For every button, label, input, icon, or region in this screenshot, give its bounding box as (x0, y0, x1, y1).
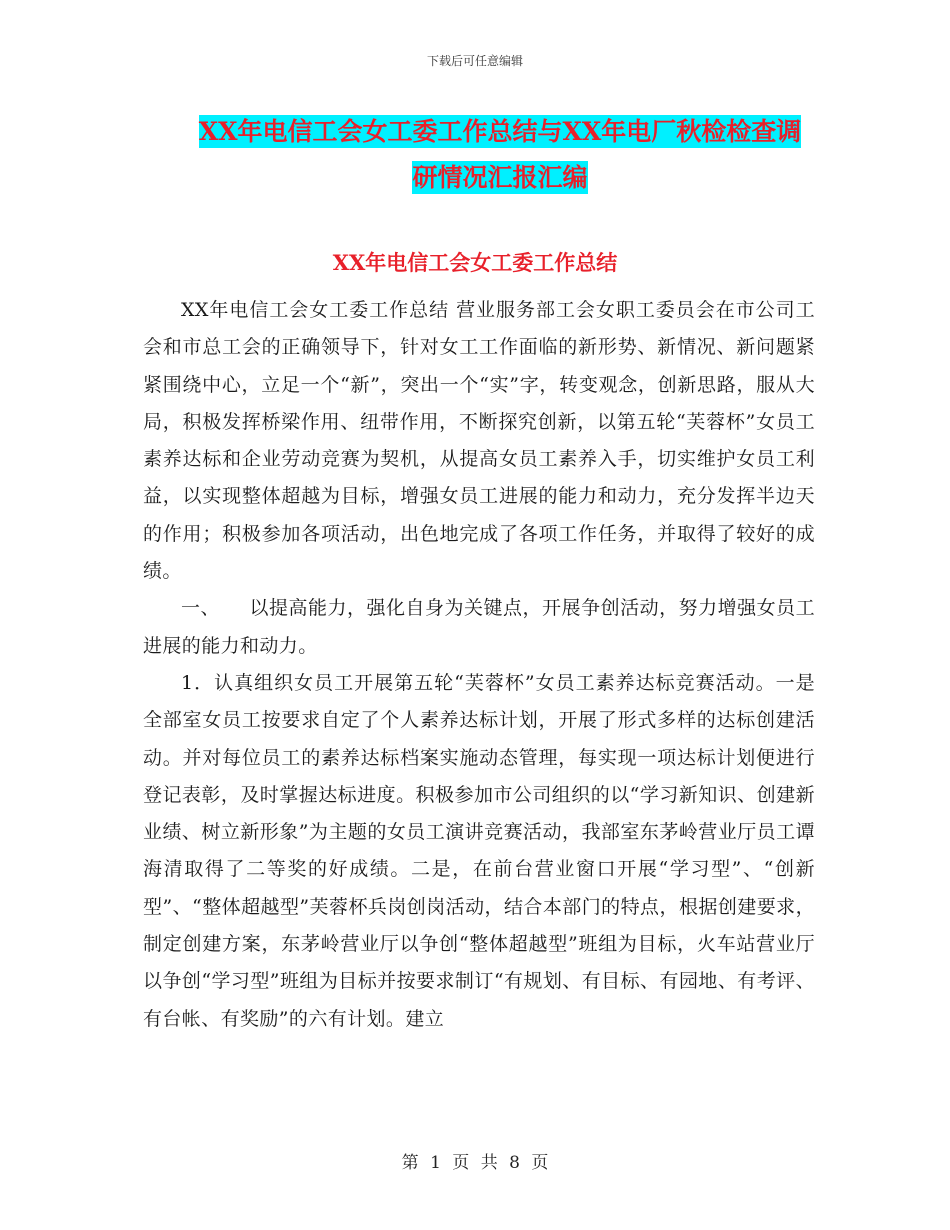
section-title: XX年电信工会女工委工作总结 (332, 250, 618, 275)
paragraph-heading-one: 一、 以提高能力，强化自身为关键点，开展争创活动，努力增强女员工进展的能力和动力。 (143, 597, 815, 657)
page-number: 第 1 页 共 8 页 (401, 1153, 549, 1173)
document-body (143, 292, 815, 1038)
document-title (150, 109, 850, 201)
document-title-line-1: XX年电信工会女工委工作总结与XX年电厂秋检检查调 (198, 117, 802, 146)
paragraph-item-one: 1．认真组织女员工开展第五轮“芙蓉杯”女员工素养达标竞赛活动。一是全部室女员工按要求自定了个人素养达标计划，开展了形式多样的达标创建活动。并对每位员工的素养达标档案实施动态管理，每实现一项达标计划便进行登记表彰，及时掌握达标进度。积极参加市公司组织的以“学习新知识、创建新业绩、树立新形象”为主题的女员工演讲竞赛活动，我部室东茅岭营业厅员工谭海清取得了二等奖的好成绩。二是，在前台营业窗口开展“学习型”、“创新型”、“整体超越型”芙蓉杯兵岗创岗活动，结合本部门的特点，根据创建要求，制定创建方案，东茅岭营业厅以争创“整体超越型”班组为目标，火车站营业厅以争创“学习型”班组为目标并按要求制订“有规划、有目标、有园地、有考评、有台帐、有奖励”的六有计划。建立 (143, 671, 815, 1030)
paragraph-intro: XX年电信工会女工委工作总结 营业服务部工会女职工委员会在市公司工会和市总工会的正确领导下，针对女工工作面临的新形势、新情况、新问题紧紧围绕中心，立足一个“新”，突出一个“实”字，转变观念，创新思路，服从大局，积极发挥桥梁作用、纽带作用，不断探究创新，以第五轮“芙蓉杯”女员工素养达标和企业劳动竞赛为契机，从提高女员工素养入手，切实维护女员工利益，以实现整体超越为目标，增强女员工进展的能力和动力，充分发挥半边天的作用；积极参加各项活动，出色地完成了各项工作任务，并取得了较好的成绩。 (143, 299, 815, 583)
document-title-line-2: 研情况汇报汇编 (412, 163, 588, 192)
page-header-note: 下载后可任意编辑 (426, 54, 523, 68)
